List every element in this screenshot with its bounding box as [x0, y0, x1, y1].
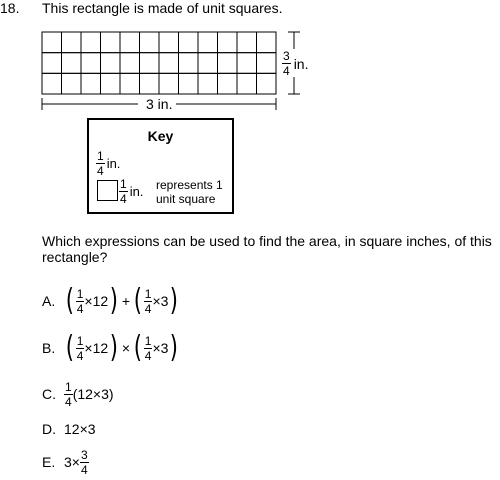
unit-square — [81, 53, 101, 74]
option-c-fraction — [64, 381, 73, 408]
paren-close: ) — [109, 283, 119, 318]
unit-square — [257, 53, 277, 74]
unit-square — [140, 73, 160, 94]
unit-square — [218, 73, 238, 94]
unit-square — [42, 53, 62, 74]
frac-num: 1 — [76, 333, 84, 348]
paren-close: ) — [170, 283, 179, 318]
unit-square — [42, 73, 62, 94]
paren-open: ( — [133, 330, 143, 365]
frac-num: 3 — [80, 447, 88, 462]
option-e-fraction — [80, 449, 89, 476]
unit-square — [179, 32, 199, 53]
unit-square — [179, 53, 199, 74]
unit-square — [62, 53, 82, 74]
key-box — [87, 118, 234, 214]
paren-close: ) — [170, 330, 179, 365]
option-c-letter: C. — [42, 386, 56, 402]
unit-square — [101, 53, 121, 74]
unit-square — [101, 73, 121, 94]
paren-close: ) — [109, 330, 119, 365]
key-represents — [156, 178, 223, 206]
key-title: Key — [147, 128, 174, 144]
key-length-den: 4 — [97, 164, 104, 178]
frac-num: 1 — [144, 286, 152, 301]
option-d-expression: 12×3 — [64, 421, 96, 437]
frac-den: 4 — [76, 348, 84, 363]
option-b-term-1: ×12 — [84, 340, 109, 356]
key-length-row — [96, 150, 120, 177]
option-c-expression: (12×3) — [72, 386, 114, 402]
frac-den: 4 — [80, 462, 88, 477]
option-a-fraction-1 — [76, 288, 85, 315]
option-e-letter: E. — [42, 454, 56, 470]
unit-square — [42, 32, 62, 53]
unit-square — [237, 73, 257, 94]
frac-den: 4 — [144, 301, 152, 316]
unit-square — [62, 32, 82, 53]
frac-num: 1 — [65, 379, 72, 394]
prompt-line-1: Which expressions can be used to find the area, in square inches, of this — [42, 233, 492, 249]
option-b-operator: × — [121, 340, 131, 356]
unit-square — [198, 32, 218, 53]
unit-square-icon — [97, 180, 118, 201]
unit-square — [159, 32, 179, 53]
unit-square — [179, 73, 199, 94]
paren-open: ( — [65, 330, 74, 365]
paren-open: ( — [133, 283, 143, 318]
frac-den: 4 — [76, 301, 84, 316]
option-b[interactable] — [42, 331, 180, 365]
key-length-num: 1 — [97, 149, 104, 163]
unit-square — [62, 73, 82, 94]
prompt-line-2: rectangle? — [42, 249, 108, 265]
paren-open: ( — [65, 283, 74, 318]
option-e-prefix: 3× — [64, 454, 80, 470]
option-a-operator: + — [121, 293, 131, 309]
unit-square — [140, 53, 160, 74]
option-b-fraction-1 — [76, 335, 85, 362]
question-stem: This rectangle is made of unit squares. — [42, 0, 283, 16]
unit-square — [159, 73, 179, 94]
unit-square — [198, 53, 218, 74]
option-b-letter: B. — [42, 340, 56, 356]
option-a-letter: A. — [42, 293, 56, 309]
option-a-fraction-2 — [144, 288, 153, 315]
unit-square — [81, 73, 101, 94]
unit-square — [237, 32, 257, 53]
option-a[interactable] — [42, 284, 180, 318]
frac-num: 1 — [76, 286, 84, 301]
option-b-term-2: ×3 — [152, 340, 169, 356]
unit-square — [218, 32, 238, 53]
unit-square — [120, 32, 140, 53]
option-d[interactable] — [42, 420, 96, 438]
key-square-unit: in. — [129, 183, 144, 199]
height-label — [282, 50, 308, 77]
option-b-fraction-2 — [144, 335, 153, 362]
key-square-den: 4 — [120, 192, 127, 206]
option-e[interactable] — [42, 446, 89, 478]
frac-den: 4 — [65, 394, 72, 409]
key-represents-line1: represents 1 — [156, 178, 223, 192]
unit-square — [218, 53, 238, 74]
unit-square — [257, 73, 277, 94]
option-a-term-1: ×12 — [84, 293, 109, 309]
height-label-unit: in. — [293, 55, 309, 72]
unit-square — [140, 32, 160, 53]
key-represents-line2: unit square — [156, 192, 216, 206]
key-square-row — [119, 178, 143, 205]
frac-den: 4 — [144, 348, 152, 363]
unit-square — [159, 53, 179, 74]
unit-square — [237, 53, 257, 74]
height-label-den: 4 — [283, 64, 290, 78]
option-c[interactable] — [42, 377, 114, 411]
unit-square — [120, 73, 140, 94]
width-label: 3 in. — [146, 96, 173, 112]
unit-square — [81, 32, 101, 53]
option-a-term-2: ×3 — [152, 293, 169, 309]
key-square-num: 1 — [120, 177, 127, 191]
question-number: 18. — [0, 0, 20, 16]
unit-square — [101, 32, 121, 53]
frac-num: 1 — [144, 333, 152, 348]
option-d-letter: D. — [42, 421, 56, 437]
unit-square — [120, 53, 140, 74]
unit-square-grid — [42, 32, 276, 94]
height-label-num: 3 — [283, 49, 290, 63]
unit-square — [198, 73, 218, 94]
key-length-unit: in. — [106, 155, 121, 171]
unit-square — [257, 32, 277, 53]
